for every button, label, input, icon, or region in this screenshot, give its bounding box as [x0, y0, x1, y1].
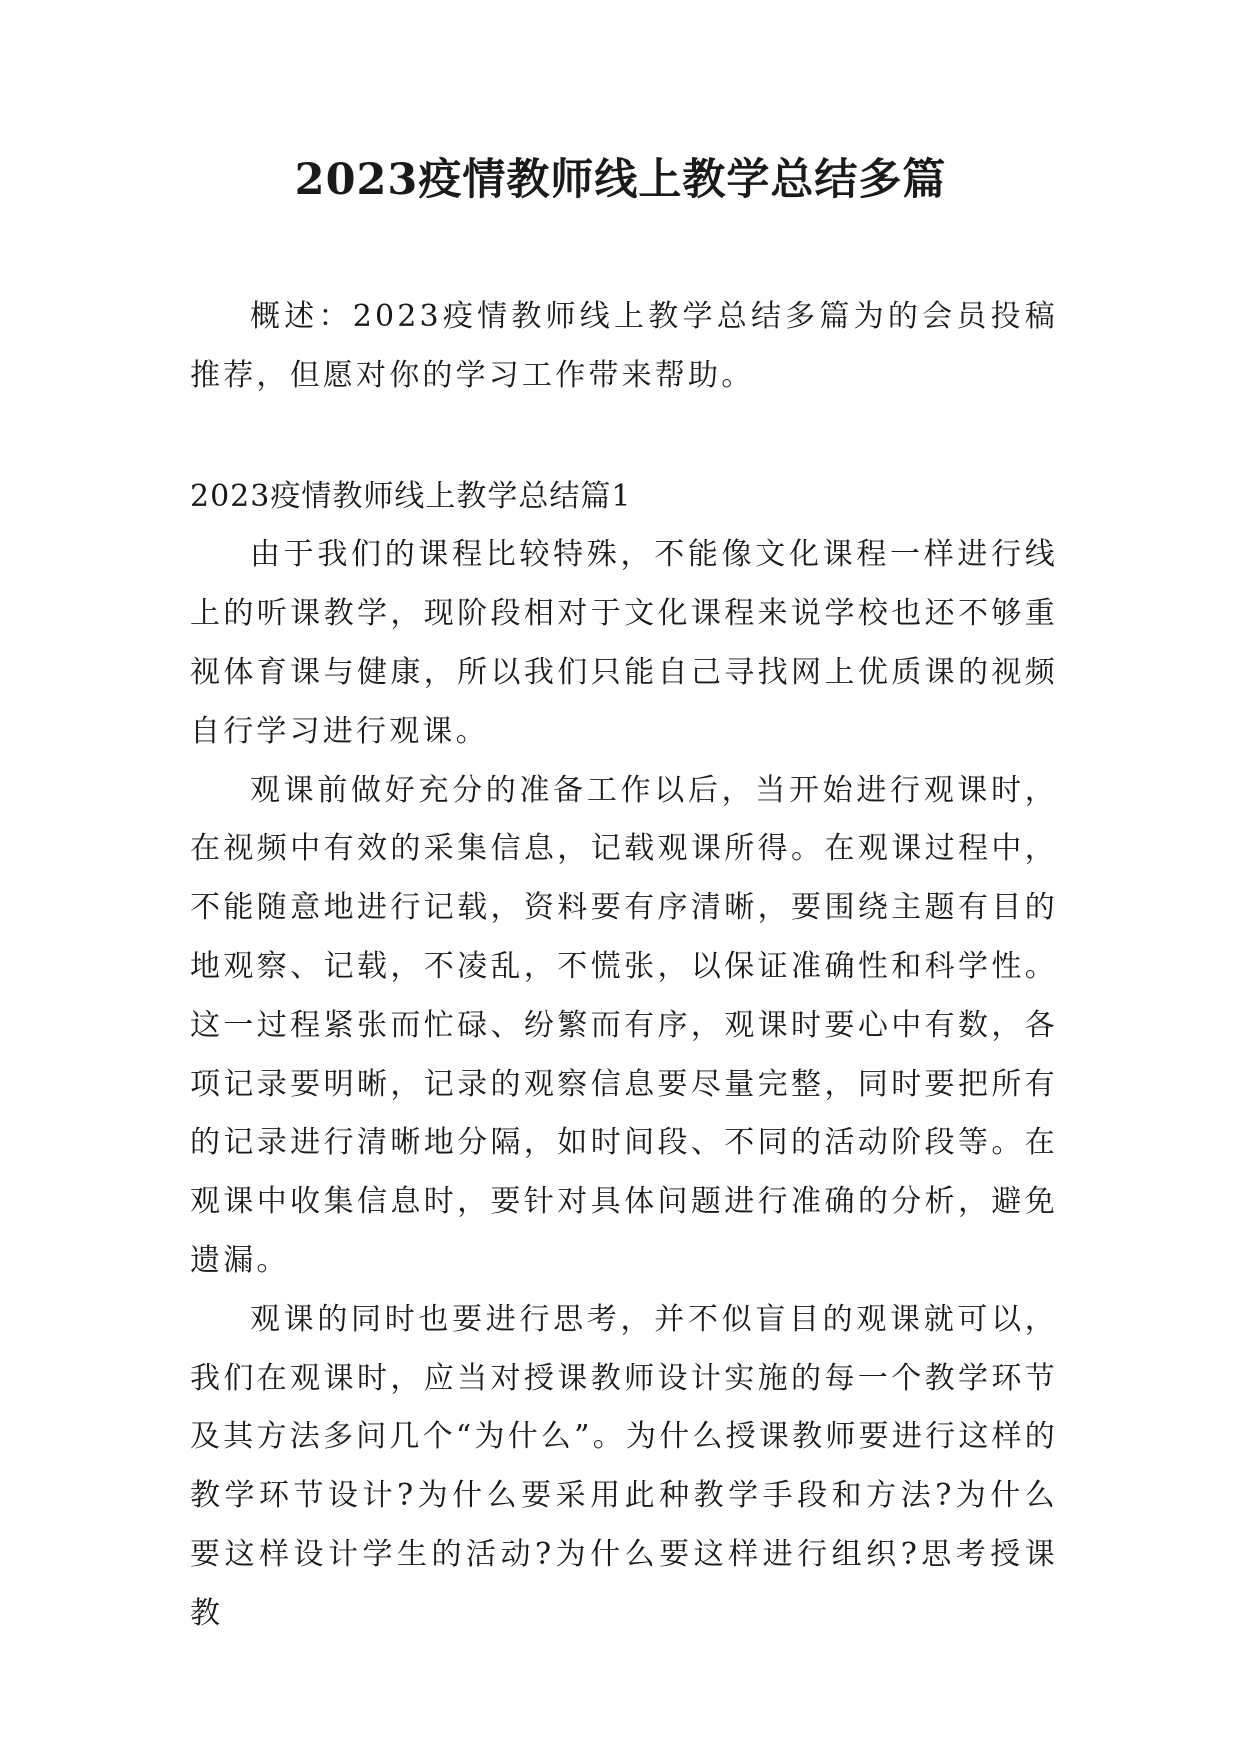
- body-paragraph-3: 观课的同时也要进行思考，并不似盲目的观课就可以，我们在观课时，应当对授课教师设计实施的每一个教学环节及其方法多问几个“为什么”。为什么授课教师要进行这样的教学环节设计?为什么要采用此种教学手段和方法?为什么要这样设计学生的活动?为什么要这样进行组织?思考授课教: [190, 1301, 1058, 1631]
- section-heading: 2023疫情教师线上教学总结篇1: [190, 478, 632, 514]
- document-body: [190, 288, 1058, 1644]
- body-paragraph-2: 观课前做好充分的准备工作以后，当开始进行观课时，在视频中有效的采集信息，记载观课所得。在观课过程中，不能随意地进行记载，资料要有序清晰，要围绕主题有目的地观察、记载，不凌乱，不慌张，以保证准确性和科学性。这一过程紧张而忙碌、纷繁而有序，观课时要心中有数，各项记录要明晰，记录的观察信息要尽量完整，同时要把所有的记录进行清晰地分隔，如时间段、不同的活动阶段等。在观课中收集信息时，要针对具体问题进行准确的分析，避免遗漏。: [190, 772, 1058, 1278]
- body-paragraph-1: 由于我们的课程比较特殊，不能像文化课程一样进行线上的听课教学，现阶段相对于文化课程来说学校也还不够重视体育课与健康，所以我们只能自己寻找网上优质课的视频自行学习进行观课。: [190, 537, 1058, 749]
- summary-paragraph: 概述：2023疫情教师线上教学总结多篇为的会员投稿推荐，但愿对你的学习工作带来帮助。: [190, 299, 1058, 393]
- document-title: 2023疫情教师线上教学总结多篇: [294, 155, 947, 205]
